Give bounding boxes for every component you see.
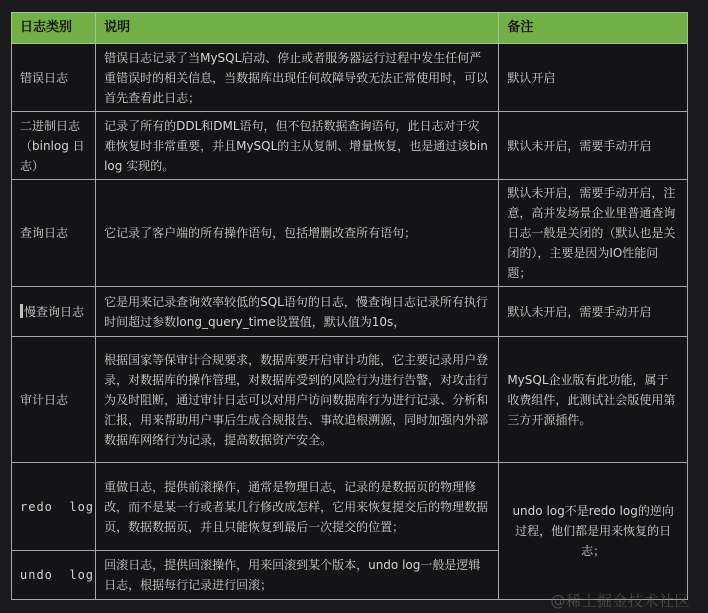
cell-note: undo log不是redo log的逆向过程，他们都是用来恢复的日志； xyxy=(499,463,688,600)
table-row xyxy=(12,337,688,463)
header-note: 备注 xyxy=(499,13,688,44)
table-row xyxy=(12,112,688,180)
cell-log-type: undo log xyxy=(12,551,96,600)
cell-note: 默认开启 xyxy=(499,44,688,112)
cell-log-type: 错误日志 xyxy=(12,44,96,112)
cell-description: 它记录了客户端的所有操作语句，包括增删改查所有语句； xyxy=(96,180,499,287)
header-log-type: 日志类别 xyxy=(12,13,96,44)
text-cursor-icon xyxy=(20,304,23,318)
cell-note: 默认未开启，需要手动开启，注意，高并发场景企业里普通查询日志一般是关闭的（默认也是关闭的），主要是因为IO性能问题； xyxy=(499,180,688,287)
cell-description: 错误日志记录了当MySQL启动、停止或者服务器运行过程中发生任何严重错误时的相关信息，当数据库出现任何故障导致无法正常使用时，可以首先查看此日志； xyxy=(96,44,499,112)
table-row xyxy=(12,287,688,337)
cell-note: 默认未开启，需要手动开启 xyxy=(499,112,688,180)
cell-log-type-label: 慢查询日志 xyxy=(24,304,85,319)
cell-description: 记录了所有的DDL和DML语句，但不包括数据查询语句，此日志对于灾难恢复时非常重要，并且MySQL的主从复制、增量恢复，也是通过该binlog 实现的。 xyxy=(96,112,499,180)
cell-description: 根据国家等保审计合规要求，数据库要开启审计功能，它主要记录用户登录，对数据库的操作管理，对数据库受到的风险行为进行告警，对攻击行为及时阻断，通过审计日志可以对用户访问数据库行为进行记录、分析和汇报，用来帮助用户事后生成合规报告、事故追根溯源，同时加强内外部数据库网络行为记录，提高数据资产安全。 xyxy=(96,337,499,463)
watermark: @稀土掘金技术社区 xyxy=(550,592,690,610)
cell-log-type xyxy=(12,287,96,337)
table-row xyxy=(12,44,688,112)
cell-description: 重做日志，提供前滚操作，通常是物理日志，记录的是数据页的物理修改，而不是某一行或者某几行修改成怎样，它用来恢复提交后的物理数据页，数据数据页，并且只能恢复到最后一次提交的位置； xyxy=(96,463,499,551)
table-row xyxy=(12,180,688,287)
cell-log-type: 审计日志 xyxy=(12,337,96,463)
header-description: 说明 xyxy=(96,13,499,44)
table-header-row xyxy=(12,13,688,44)
cell-description: 它是用来记录查询效率较低的SQL语句的日志，慢查询日志记录所有执行时间超过参数long_query_time设置值，默认值为10s， xyxy=(96,287,499,337)
cell-description: 回滚日志，提供回滚操作，用来回滚到某个版本，undo log一般是逻辑日志，根据每行记录进行回滚； xyxy=(96,551,499,600)
table-row xyxy=(12,463,688,551)
cell-log-type: redo log xyxy=(12,463,96,551)
cell-log-type: 二进制日志（binlog 日志） xyxy=(12,112,96,180)
log-types-table xyxy=(11,12,688,600)
cell-note: MySQL企业版有此功能，属于收费组件，此测试社会版使用第三方开源插件。 xyxy=(499,337,688,463)
cell-note: 默认未开启，需要手动开启 xyxy=(499,287,688,337)
cell-log-type: 查询日志 xyxy=(12,180,96,287)
